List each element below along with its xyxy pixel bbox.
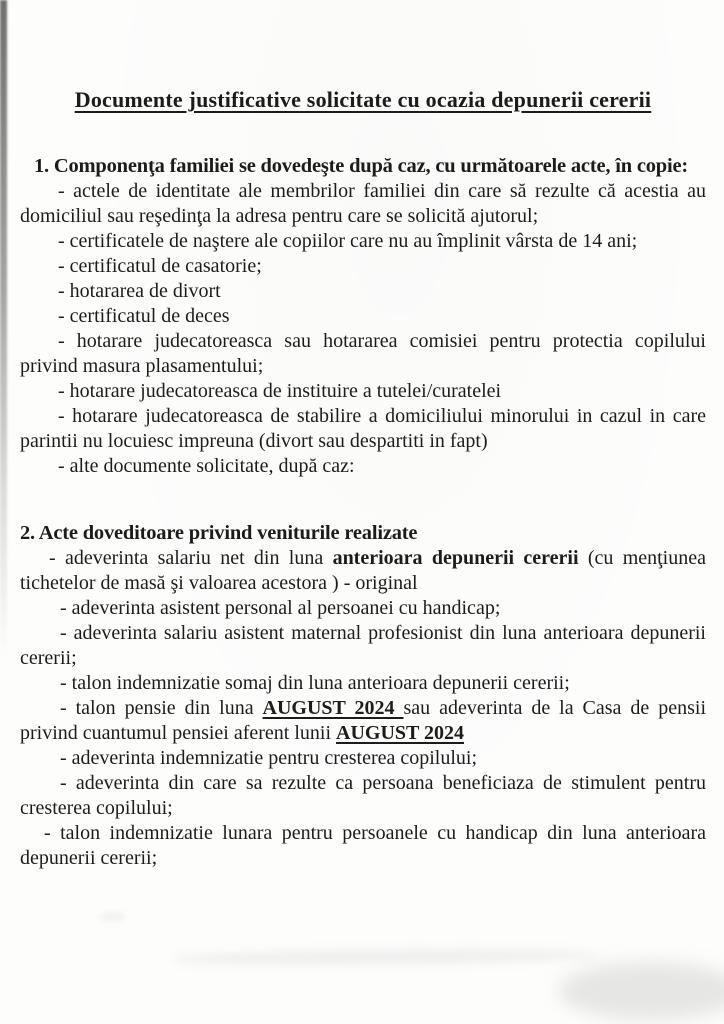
list-item: - adeverinta salariu asistent maternal profesionist din luna anterioara depunerii cererii; bbox=[20, 622, 706, 669]
list-item-text: - adeverinta salariu net din luna bbox=[49, 547, 333, 569]
scan-smudge-artifact bbox=[170, 948, 600, 967]
section-family-composition bbox=[20, 154, 706, 479]
list-item: - hotararea de divort bbox=[58, 280, 221, 302]
list-item: - actele de identitate ale membrilor familiei din care să rezulte că acestia au domiciliul sau reşedinţa la adresa pentru care se solicită ajutorul; bbox=[20, 180, 706, 227]
list-item-text: sau adeverinta de la Casa de pensii privind cuantumul pensiei aferent lunii bbox=[20, 697, 707, 744]
section-income-documents bbox=[20, 521, 706, 871]
list-item: - talon indemnizatie somaj din luna anterioara depunerii cererii; bbox=[60, 672, 570, 694]
list-item: - alte documente solicitate, după caz: bbox=[58, 455, 355, 477]
list-item: - certificatele de naştere ale copiilor care nu au împlinit vârsta de 14 ani; bbox=[58, 230, 638, 252]
list-item: - certificatul de casatorie; bbox=[58, 255, 262, 277]
scan-smudge-artifact bbox=[100, 912, 126, 922]
list-item: - hotarare judecatoreasca de instituire a tutelei/curatelei bbox=[58, 380, 502, 402]
bold-underline-run: AUGUST 2024 bbox=[336, 722, 465, 744]
list-item: - adeverinta din care sa rezulte ca persoana beneficiaza de stimulent pentru cresterea copilului; bbox=[20, 772, 706, 819]
list-item: - talon indemnizatie lunara pentru persoanele cu handicap din luna anterioara depunerii cererii; bbox=[20, 822, 706, 869]
list-item: - hotarare judecatoreasca de stabilire a domiciliului minorului in cazul in care parintii nu locuiesc impreuna (divort sau despartiti in fapt) bbox=[20, 405, 706, 452]
list-item: - certificatul de deces bbox=[58, 305, 230, 327]
list-item: - hotarare judecatoreasca sau hotararea comisiei pentru protectia copilului privind masura plasamentului; bbox=[20, 330, 706, 377]
bold-underline-run: AUGUST 2024 bbox=[262, 697, 404, 719]
list-item-salariu bbox=[20, 546, 706, 596]
list-item: - adeverinta indemnizatie pentru cresterea copilului; bbox=[60, 747, 478, 769]
scan-edge-artifact bbox=[0, 0, 7, 655]
list-item-pensie bbox=[20, 696, 706, 746]
section-2-heading: 2. Acte doveditoare privind veniturile realizate bbox=[20, 522, 418, 544]
bold-run: anterioara depunerii cererii bbox=[332, 547, 579, 569]
document-title: Documente justificative solicitate cu ocazia depunerii cererii bbox=[74, 87, 652, 112]
scan-smudge-artifact bbox=[558, 962, 724, 1020]
list-item-text: (cu menţiunea tichetelor de masă şi valoarea acestora ) - original bbox=[20, 547, 706, 594]
list-item: - adeverinta asistent personal al persoanei cu handicap; bbox=[60, 597, 501, 619]
section-1-heading: 1. Componenţa familiei se dovedeşte după caz, cu următoarele acte, în copie: bbox=[34, 155, 688, 177]
list-item-text: - talon pensie din luna bbox=[60, 697, 263, 719]
